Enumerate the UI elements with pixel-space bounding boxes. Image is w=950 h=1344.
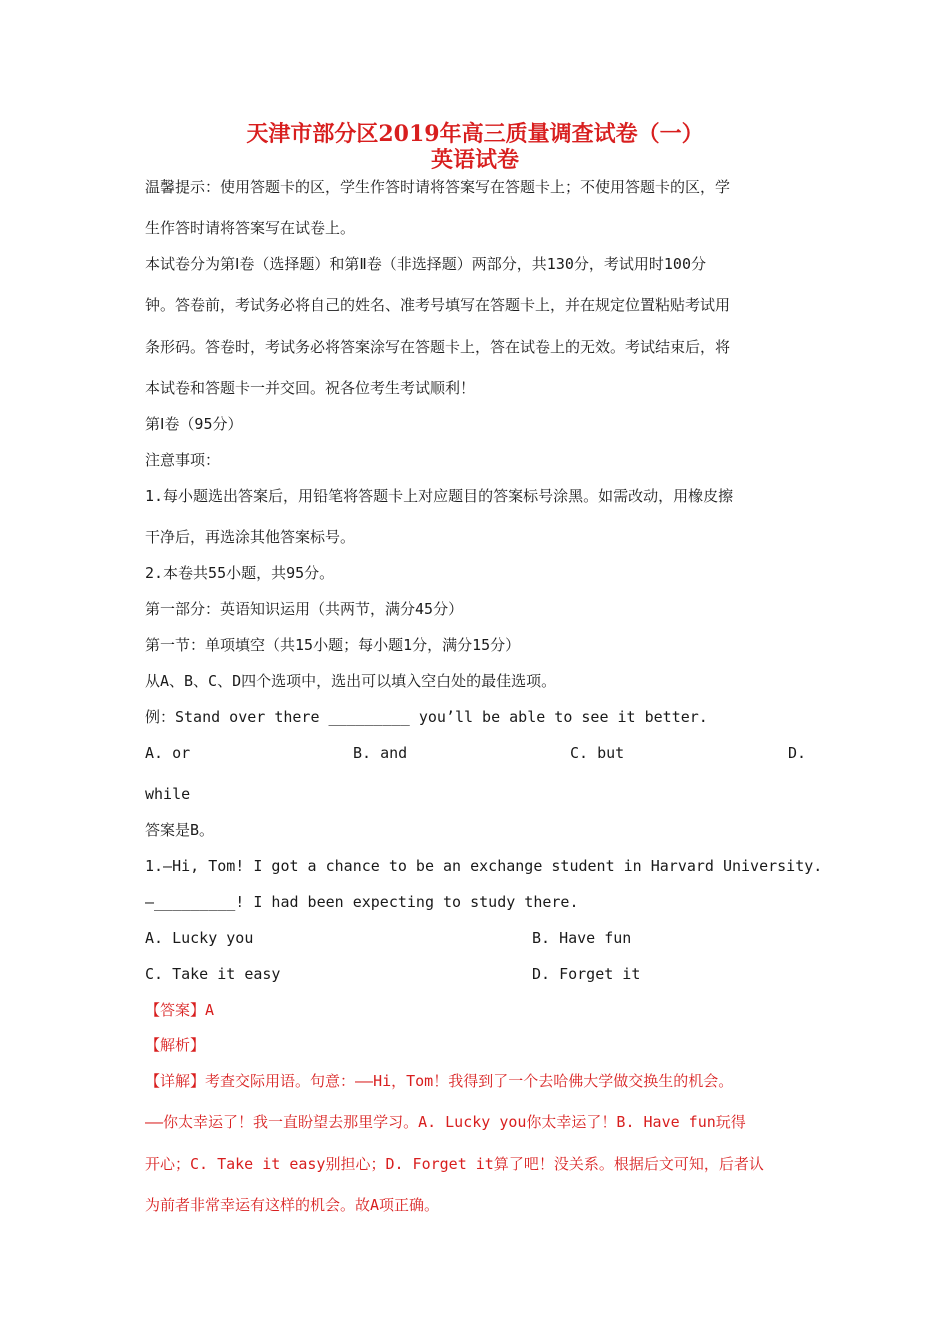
part-heading: 第一部分：英语知识运用（共两节，满分45分）: [145, 600, 464, 618]
question-1-detail-line-4: 为前者非常幸运有这样的机会。故A项正确。: [145, 1196, 440, 1214]
attention-item-1-line-2: 干净后，再选涂其他答案标号。: [145, 528, 356, 546]
question-1-option-b: B. Have fun: [532, 929, 632, 947]
notice-line-2: 生作答时请将答案写在试卷上。: [145, 219, 356, 237]
question-1-detail-line-2: ——你太幸运了！我一直盼望去那里学习。A. Lucky you你太幸运了！B. Have fun玩得: [145, 1113, 746, 1131]
example-option-d-text: while: [145, 785, 191, 803]
question-1-detail-line-3: 开心；C. Take it easy别担心；D. Forget it算了吧！没关系。根据后文可知，后者认: [145, 1155, 764, 1173]
exam-subtitle: 英语试卷: [430, 147, 519, 173]
intro-line-3: 条形码。答卷时，考试务必将答案涂写在答题卡上，答在试卷上的无效。考试结束后，将: [145, 338, 731, 356]
intro-line-4: 本试卷和答题卡一并交回。祝各位考生考试顺利！: [145, 379, 476, 397]
attention-item-1-line-1: 1.每小题选出答案后，用铅笔将答题卡上对应题目的答案标号涂黑。如需改动，用橡皮擦: [145, 487, 734, 505]
question-1-analysis-label: 【解析】: [145, 1036, 206, 1054]
question-1-option-a: A. Lucky you: [145, 929, 254, 947]
question-1-option-c: C. Take it easy: [145, 965, 281, 983]
question-1-option-d: D. Forget it: [532, 965, 641, 983]
intro-line-2: 钟。答卷前，考试务必将自己的姓名、准考号填写在答题卡上，并在规定位置粘贴考试用: [145, 296, 731, 314]
volume-heading: 第Ⅰ卷（95分）: [145, 415, 243, 433]
example-option-d: D.: [788, 744, 807, 762]
example-option-a: A. or: [145, 744, 191, 762]
question-1-answer: 【答案】A: [145, 1001, 215, 1019]
example-answer: 答案是B。: [145, 821, 215, 839]
question-1-line-2: —_________! I had been expecting to study there.: [145, 893, 579, 911]
exam-title: 天津市部分区2019年高三质量调查试卷（一）: [246, 121, 704, 147]
section-heading: 第一节：单项填空（共15小题；每小题1分，满分15分）: [145, 636, 521, 654]
example-option-b: B. and: [353, 744, 408, 762]
instruction-text: 从A、B、C、D四个选项中，选出可以填入空白处的最佳选项。: [145, 672, 557, 690]
intro-line-1: 本试卷分为第Ⅰ卷（选择题）和第Ⅱ卷（非选择题）两部分，共130分，考试用时100分: [145, 255, 706, 273]
attention-heading: 注意事项：: [145, 451, 221, 469]
notice-line-1: 温馨提示：使用答题卡的区，学生作答时请将答案写在答题卡上；不使用答题卡的区，学: [145, 178, 731, 196]
example-question: 例：Stand over there _________ you’ll be able to see it better.: [145, 708, 708, 726]
question-1-detail-line-1: 【详解】考查交际用语。句意：——Hi，Tom！我得到了一个去哈佛大学做交换生的机会。: [145, 1072, 734, 1090]
example-option-c: C. but: [570, 744, 625, 762]
question-1-line-1: 1.—Hi, Tom! I got a chance to be an exchange student in Harvard University.: [145, 857, 823, 875]
attention-item-2: 2.本卷共55小题，共95分。: [145, 564, 335, 582]
